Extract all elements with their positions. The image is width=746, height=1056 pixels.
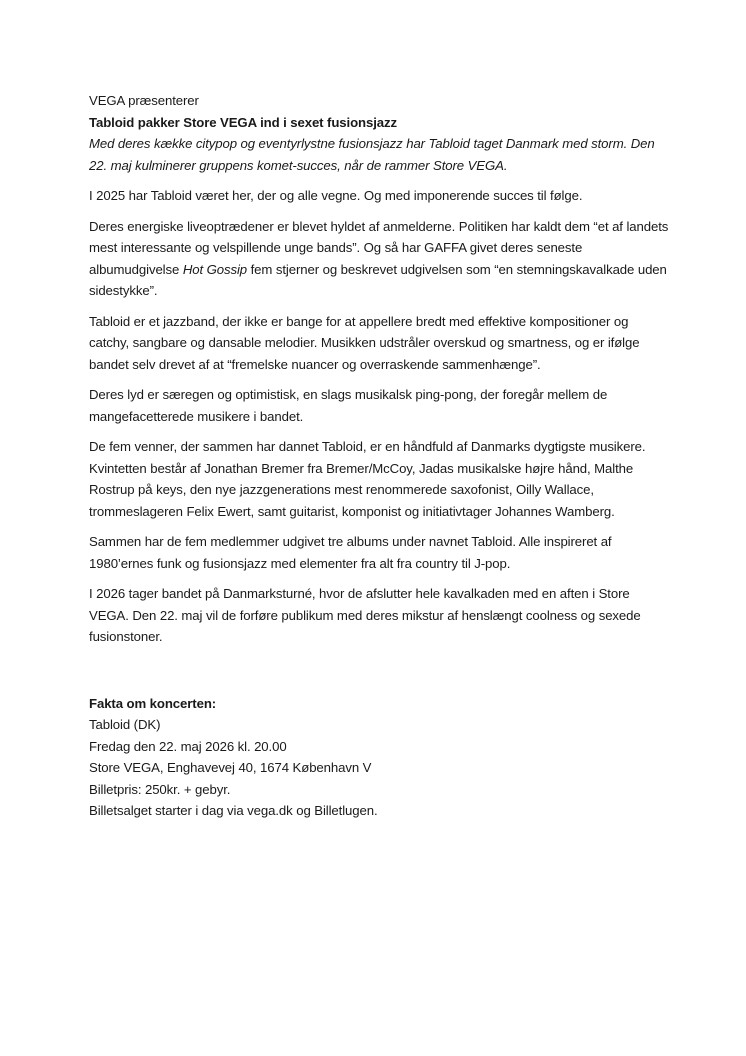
facts-artist: Tabloid (DK) [89,717,161,732]
paragraph-3: Tabloid er et jazzband, der ikke er bange for at appellere bredt med effektive kompositioner og catchy, sangbare og dansable melodier. Musikken udstråler overskud og smartness, og er ifølge bandet selv drevet af at “fremelske nuancer og overraskende sammenhænge”. [89,313,640,372]
spacer [89,657,669,693]
paragraph-7: I 2026 tager bandet på Danmarksturné, hvor de afslutter hele kavalkaden med en aften i Store VEGA. Den 22. maj vil de forføre publikum med deres mikstur af henslængt coolness og sexede fusionstoner. [89,586,641,644]
headline: Tabloid pakker Store VEGA ind i sexet fusionsjazz [89,114,398,130]
facts-venue: Store VEGA, Enghavevej 40, 1674 København V [89,760,372,775]
paragraph-5: De fem venner, der sammen har dannet Tabloid, er en håndfuld af Danmarks dygtigste musikere. Kvintetten består af Jonathan Bremer fra Bremer/McCoy, Jadas musikalske højre hånd, Malthe Rostrup på keys, den nye jazzgenerations mest renommerede saxofonist, Oilly Wallace, trommeslageren Felix Ewert, samt guitarist, komponist og initiativtager Johannes Wamberg. [89,439,646,519]
facts-datetime: Fredag den 22. maj 2026 kl. 20.00 [89,738,287,754]
concert-facts [89,693,669,822]
paragraph-1: I 2025 har Tabloid været her, der og alle vegne. Og med imponerende succes til følge. [89,188,583,203]
facts-sale: Billetsalget starter i dag via vega.dk og Billetlugen. [89,803,378,818]
paragraph-4: Deres lyd er særegen og optimistisk, en slags musikalsk ping-pong, der foregår mellem de mangefacetterede musikere i bandet. [89,387,608,424]
press-release [89,90,669,822]
paragraph-2-text-end: fem stjerner og beskrevet udgivelsen som “en stemningskavalkade uden sidestykke”. [89,261,667,298]
paragraph-2-text-start: Deres energiske liveoptrædener er blevet hyldet af anmelderne. Politiken har kaldt dem “et af landets mest interessante og velspillende unge bands”. Og så har GAFFA givet deres seneste albumudgivelse [89,218,669,277]
paragraph-6: Sammen har de fem medlemmer udgivet tre albums under navnet Tabloid. Alle inspireret af 1980’ernes funk og fusionsjazz med elementer fra alt fra country til J-pop. [89,534,612,571]
facts-heading: Fakta om koncerten: [89,695,217,711]
paragraph-2 [89,216,669,302]
kicker: VEGA præsenterer [89,93,199,108]
facts-price: Billetpris: 250kr. + gebyr. [89,781,231,797]
lead-paragraph: Med deres kække citypop og eventyrlystne fusionsjazz har Tabloid taget Danmark med storm. Den 22. maj kulminerer gruppens komet-succes, når de rammer Store VEGA. [89,136,655,173]
album-title: Hot Gossip [182,261,248,277]
